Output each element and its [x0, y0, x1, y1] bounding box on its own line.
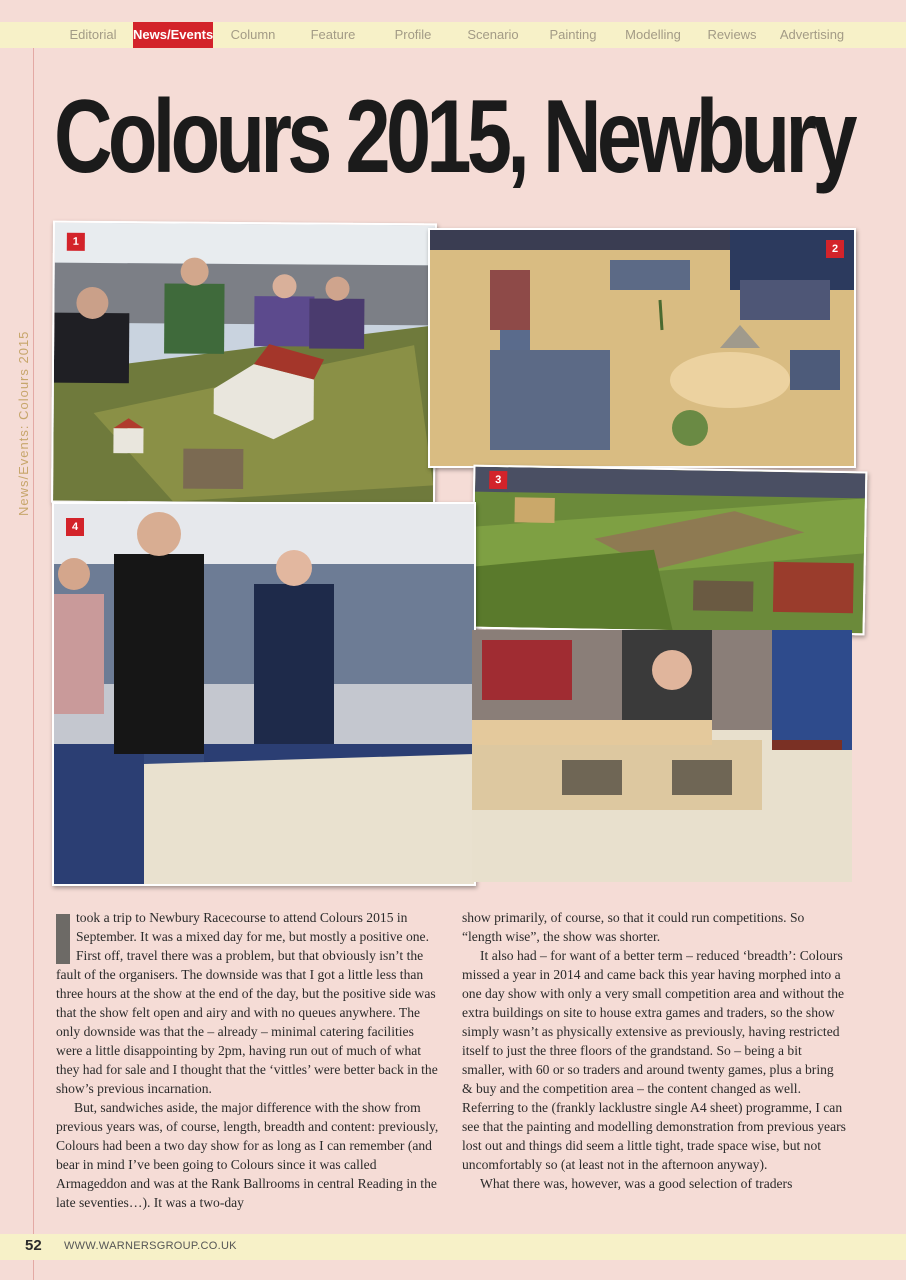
- drop-cap-bar: [56, 914, 70, 964]
- photo-1: [51, 221, 437, 506]
- nav-item-feature[interactable]: Feature: [310, 27, 356, 42]
- page-number: 52: [25, 1237, 42, 1254]
- photo-1-image: [53, 223, 435, 504]
- photo-4: [52, 502, 476, 886]
- section-nav-bar: [0, 22, 906, 48]
- photo-3-image: [473, 467, 866, 634]
- photo-2-image: [430, 230, 854, 466]
- nav-item-scenario[interactable]: Scenario: [467, 27, 519, 42]
- article-column-2: [462, 908, 846, 1193]
- nav-item-advertising[interactable]: Advertising: [779, 27, 845, 42]
- photo-4-model-image: [472, 630, 852, 882]
- nav-item-modelling[interactable]: Modelling: [625, 27, 681, 42]
- margin-rule: [33, 48, 34, 1280]
- article-paragraph-3: show primarily, of course, so that it could run competitions. So “length wise”, the show was shorter.: [462, 910, 805, 944]
- photo-4-number: 4: [66, 518, 84, 536]
- photo-3: [471, 465, 868, 636]
- nav-item-profile[interactable]: Profile: [394, 27, 432, 42]
- running-section-label: News/Events: Colours 2015: [16, 330, 31, 516]
- nav-item-news-events[interactable]: News/Events: [133, 22, 213, 48]
- article-paragraph-4: It also had – for want of a better term – reduced ‘breadth’: Colours missed a year in 2014 and came back this year having morphed into a one day show with only a very small competition area and without the extra buildings on site to house extra games and traders, so the show simply wasn’t as physically extensive as previously, having restricted itself to just the three floors of the grandstand. So – being a bit smaller, with 60 or so traders and around twenty games, plus a bring & buy and the competition area – the content changed as well. Referring to the (frankly lacklustre single A4 sheet) programme, I can see that the painting and modelling demonstration from previous years lost out and things did seem a little tight, trade space wise, but not uncomfortably so (at least not in the afternoon anyway).: [462, 948, 846, 1172]
- article-paragraph-5: What there was, however, was a good selection of traders: [480, 1176, 793, 1191]
- photo-1-number: 1: [67, 233, 85, 251]
- footer-url[interactable]: WWW.WARNERSGROUP.CO.UK: [64, 1240, 237, 1252]
- nav-item-reviews[interactable]: Reviews: [707, 27, 757, 42]
- photo-2: [428, 228, 856, 468]
- photo-3-number: 3: [489, 471, 507, 489]
- photo-4-model-area: [472, 630, 852, 882]
- article-title: Colours 2015, Newbury: [54, 79, 853, 195]
- article-column-1: [56, 908, 440, 1212]
- nav-item-column[interactable]: Column: [230, 27, 276, 42]
- nav-item-editorial[interactable]: Editorial: [69, 27, 117, 42]
- article-paragraph-2: But, sandwiches aside, the major difference with the show from previous years was, of course, length, breadth and content: previously, Colours had been a two day show for as long as I can remember (and bear in mind I’ve been going to Colours since it was called Armageddon and was at the Rank Ballrooms in central Reading in the late seventies…). It was a two-day: [56, 1100, 439, 1210]
- photo-4-image: [54, 504, 474, 884]
- nav-item-painting[interactable]: Painting: [549, 27, 597, 42]
- article-paragraph-1: took a trip to Newbury Racecourse to attend Colours 2015 in September. It was a mixed day for me, but mostly a positive one. First off, travel there was a problem, but that obviously isn’t the fault of the organisers. The downside was that I got a little less than three hours at the show at the end of the day, but the positive side was that the show felt open and airy and with no queues anywhere. The only downside was that the – already – minimal catering facilities were a little disappointing by 2pm, having run out of much of what they had for sale and I thought that the ‘vittles’ were better back in the show’s previous incarnation.: [56, 910, 438, 1096]
- photo-2-number: 2: [826, 240, 844, 258]
